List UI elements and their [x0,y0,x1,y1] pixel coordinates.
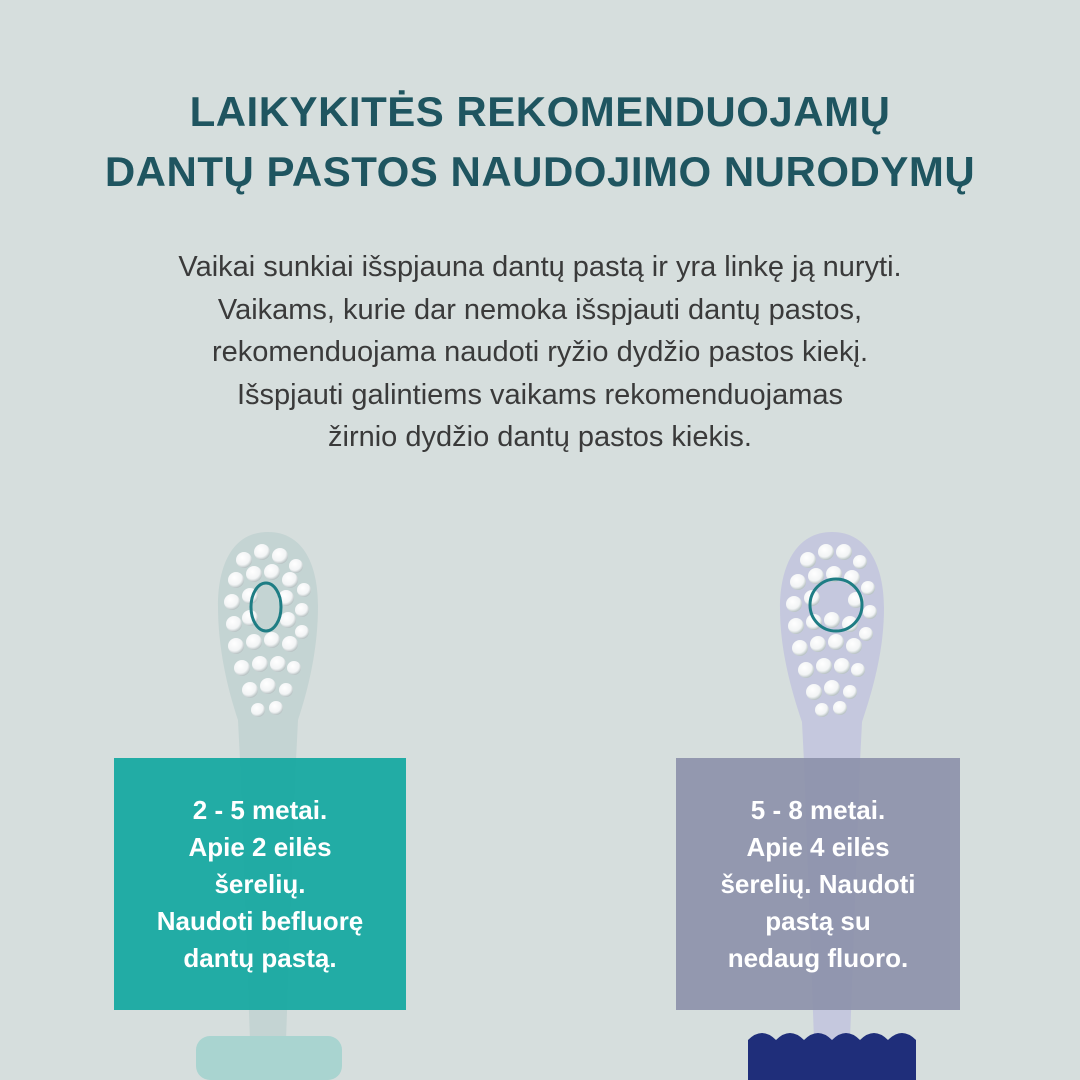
description-line-2: Vaikams, kurie dar nemoka išspjauti dantų pastos, [217,293,863,326]
info-box-ages-5-8 [676,758,960,1010]
info-left-line-5: dantų pastą. [183,942,337,973]
info-left-line-1: 2 - 5 metai. [192,794,328,825]
info-right-line-5: nedaug fluoro. [727,942,909,973]
info-right-line-1: 5 - 8 metai. [750,794,886,825]
description-line-1: Vaikai sunkiai išspjauna dantų pastą ir yra linkę ją nuryti. [178,251,902,283]
title-line-1: LAIKYKITĖS REKOMENDUOJAMŲ [189,88,891,135]
info-left-line-3: šerelių. [214,868,306,899]
info-left-line-2: Apie 2 eilės [188,831,332,862]
info-right-line-2: Apie 4 eilės [746,831,890,862]
info-right-line-4: pastą su [765,905,871,936]
info-left-line-4: Naudoti befluorę [156,905,364,936]
description-line-5: žirnio dydžio dantų pastos kiekis. [328,421,752,453]
left-handle-band [196,1036,342,1080]
description-line-4: Išspjauti galintiems vaikams rekomenduojamas [236,378,844,411]
info-right-line-3: šerelių. Naudoti [720,868,916,899]
description-line-3: rekomenduojama naudoti ryžio dydžio pastos kiekį. [211,336,869,368]
info-box-ages-2-5 [114,758,406,1010]
right-handle-band [748,1033,916,1080]
title-line-2: DANTŲ PASTOS NAUDOJIMO NURODYMŲ [104,148,976,195]
